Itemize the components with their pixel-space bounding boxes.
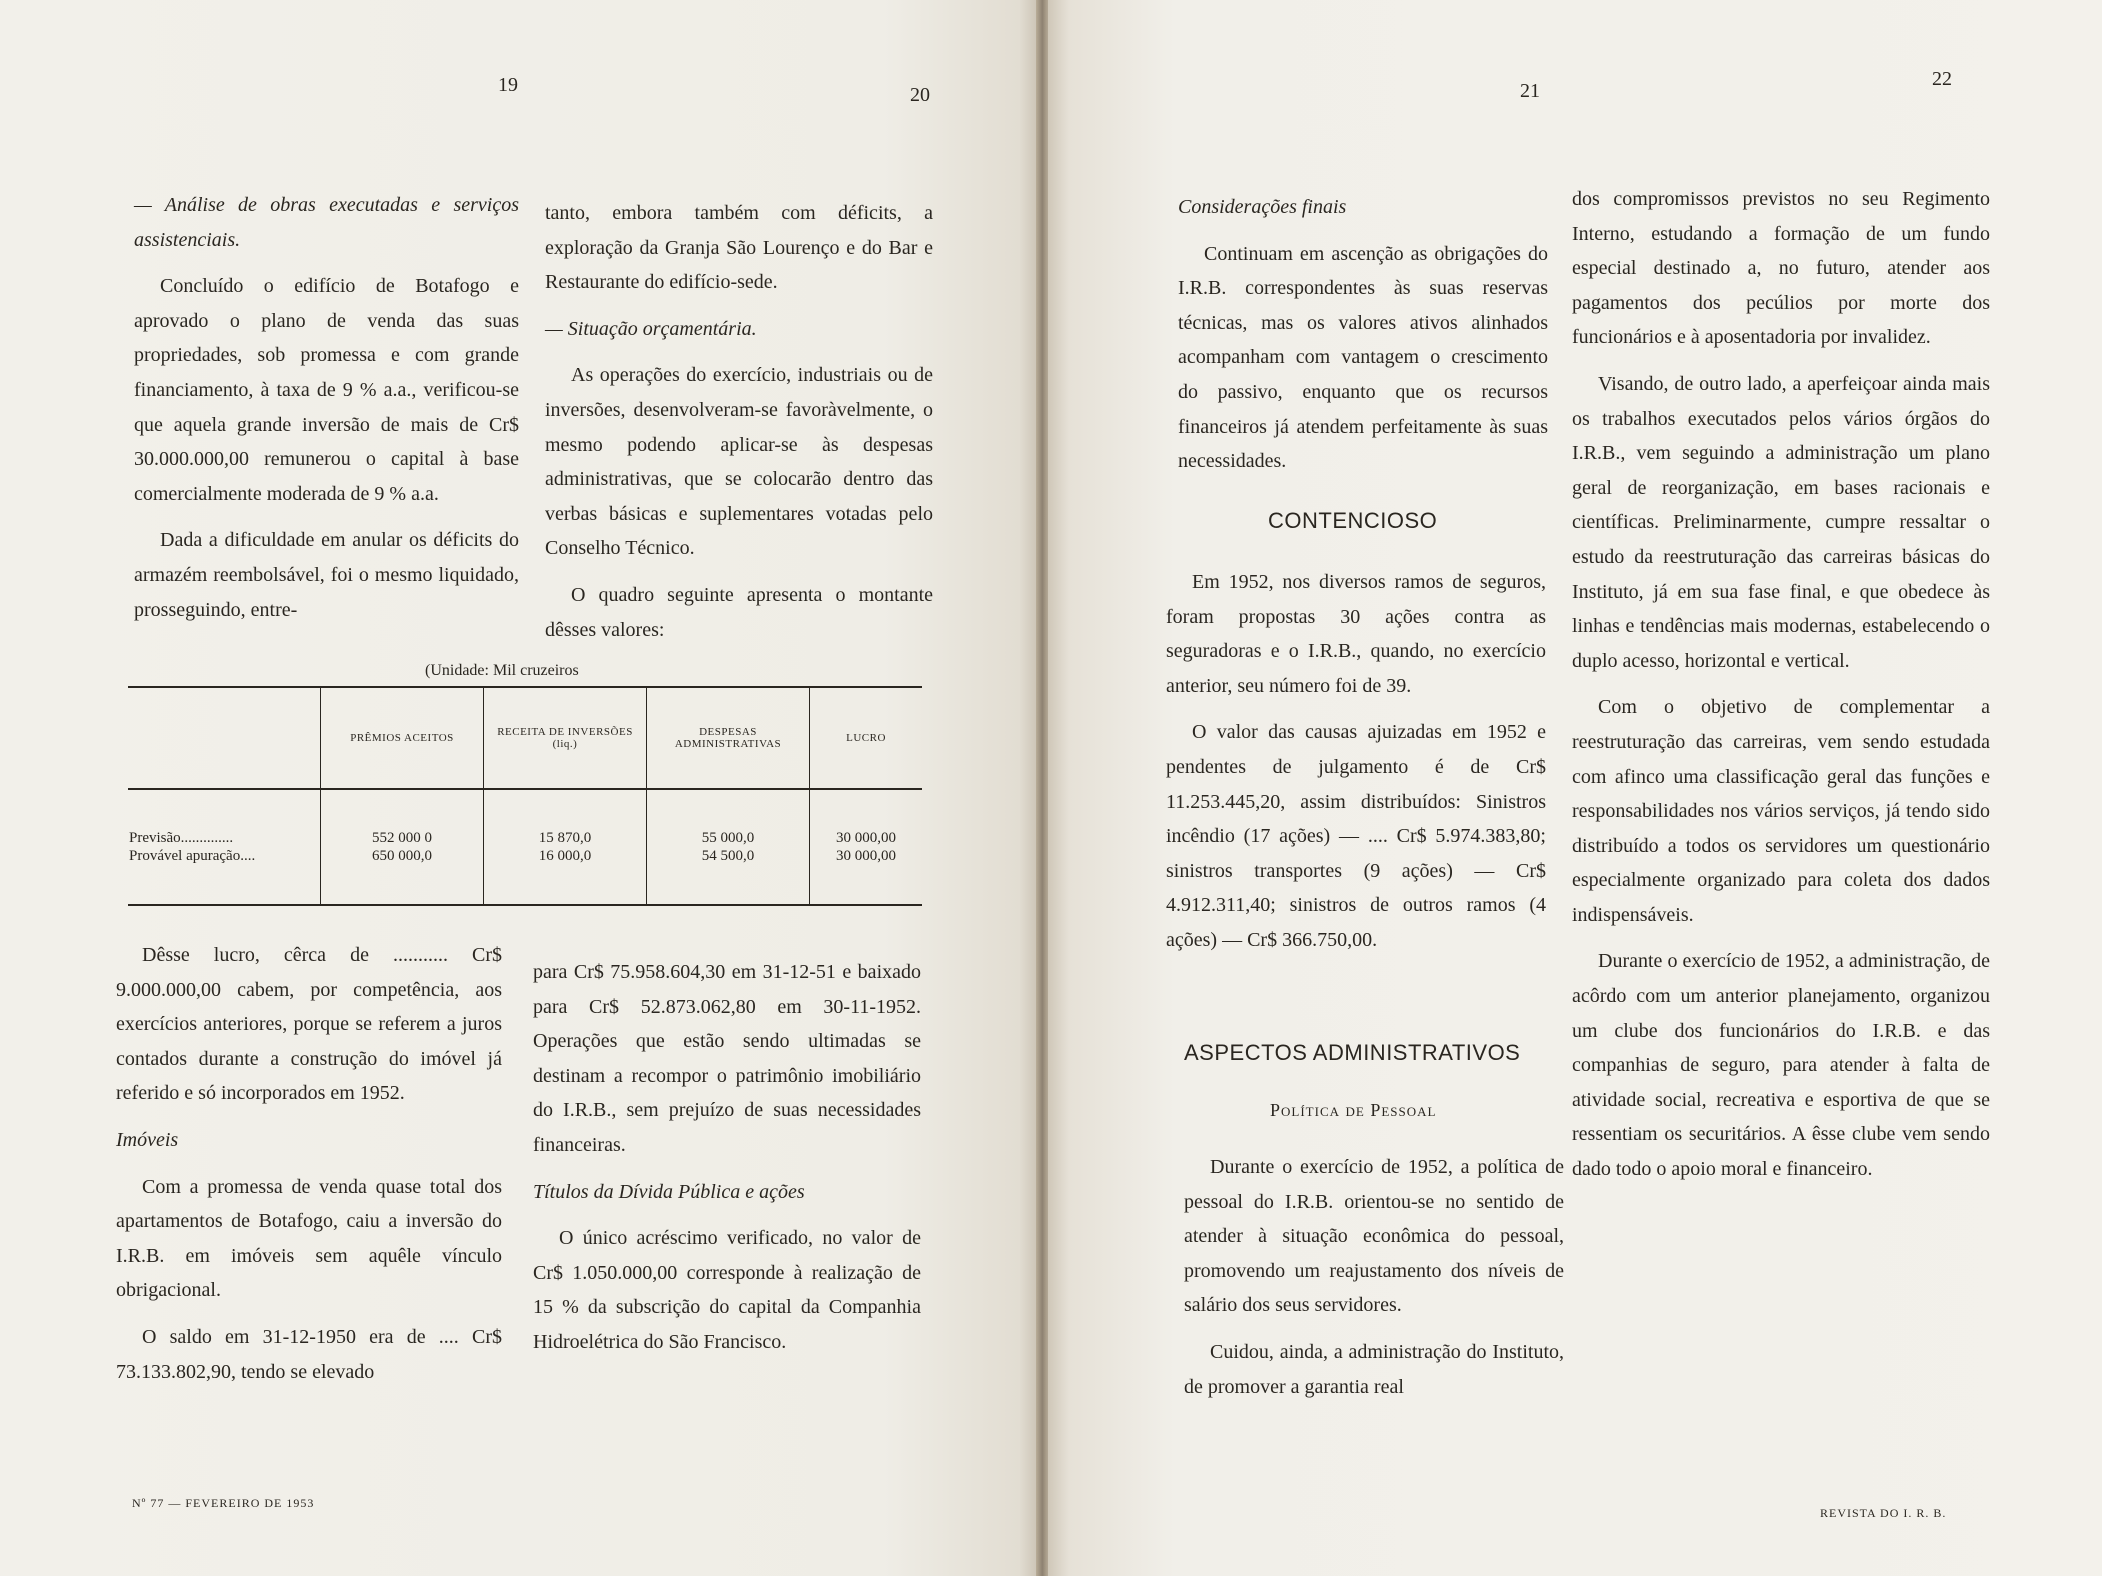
header-receita: RECEITA DE INVERSÕES (liq.) [484, 687, 647, 789]
left-column-1-top [134, 188, 519, 627]
section-subtitle: Imóveis [116, 1128, 179, 1151]
section-subtitle: — Análise de obras executadas e serviços assistenciais. [134, 194, 519, 251]
paragraph: Em 1952, nos diversos ramos de seguros, foram propostas 30 ações contra as seguradoras e o I.R.B., quando, no exercício anterior, seu número foi de 39. [1166, 571, 1546, 697]
lucro-previsao: 30 000,00 [836, 830, 896, 846]
header-premios: PRÊMIOS ACEITOS [321, 687, 484, 789]
left-column-2-top [545, 196, 933, 647]
paragraph: O saldo em 31-12-1950 era de .... Cr$ 73.133.802,90, tendo se elevado [116, 1325, 502, 1383]
right-column-1-block-3 [1184, 1150, 1564, 1404]
lucro-provavel: 30 000,00 [836, 848, 896, 864]
page-number-20: 20 [910, 84, 930, 106]
left-column-2-bottom [533, 955, 921, 1360]
cell-receita [484, 789, 647, 905]
paragraph: Com o objetivo de complementar a reestruturação das carreiras, vem sendo estudada com afinco uma classificação geral das funções e responsabilidades nos vários serviços, já tendo sido distribuído a todos os servidores um questionário especialmente organizado para coleta dos dados indispensáveis. [1572, 696, 1990, 926]
row-labels [128, 789, 321, 905]
right-column-1-block-1 [1178, 190, 1548, 479]
paragraph: para Cr$ 75.958.604,30 em 31-12-51 e baixado para Cr$ 52.873.062,80 em 30-11-1952. Operações que estão sendo ultimadas se destinam a recompor o patrimônio imobiliário do I.R.B., sem prejuízo de suas necessidades financeiras. [533, 961, 921, 1156]
premios-previsao: 552 000 0 [372, 830, 432, 846]
row-label-previsao: Previsão.............. [129, 830, 234, 846]
cell-lucro [810, 789, 923, 905]
header-despesas: DESPESAS ADMINISTRATIVAS [647, 687, 810, 789]
left-page [0, 0, 1040, 1576]
paragraph: Dêsse lucro, cêrca de ........... Cr$ 9.000.000,00 cabem, por competência, aos exercícios anteriores, porque se referem a juros contados durante a construção do imóvel já referido e só incorporados em 1952. [116, 944, 502, 1105]
heading-contencioso: CONTENCIOSO [1268, 508, 1438, 533]
table-unit-label: (Unidade: Mil cruzeiros [425, 662, 579, 679]
financial-table [128, 686, 922, 906]
receita-previsao: 15 870,0 [538, 830, 592, 846]
paragraph: O quadro seguinte apresenta o montante dêsses valores: [545, 583, 933, 641]
section-subtitle: — Situação orçamentária. [545, 317, 757, 340]
page-number-19: 19 [498, 74, 518, 96]
heading-aspectos-administrativos: ASPECTOS ADMINISTRATIVOS [1184, 1040, 1521, 1065]
right-column-1-block-2 [1166, 565, 1546, 958]
despesas-provavel: 54 500,0 [701, 848, 755, 864]
paragraph: Com a promessa de venda quase total dos apartamentos de Botafogo, caiu a inversão do I.R.B. em imóveis sem aquêle vínculo obrigacional. [116, 1175, 502, 1302]
subheading-politica-de-pessoal: Política de Pessoal [1270, 1100, 1437, 1120]
cell-despesas [647, 789, 810, 905]
left-column-1-bottom [116, 938, 502, 1389]
header-label [128, 687, 321, 789]
right-column-2 [1572, 182, 1990, 1187]
paragraph: O único acréscimo verificado, no valor de Cr$ 1.050.000,00 corresponde à realização de 15 % da subscrição do capital da Companhia Hidroelétrica do São Francisco. [533, 1227, 921, 1353]
table-row [128, 789, 922, 905]
despesas-previsao: 55 000,0 [701, 830, 755, 846]
page-number-21: 21 [1520, 80, 1540, 102]
receita-provavel: 16 000,0 [538, 848, 592, 864]
right-footer: REVISTA DO I. R. B. [1820, 1506, 1947, 1520]
paragraph: Durante o exercício de 1952, a administração, de acôrdo com um anterior planejamento, organizou um clube dos funcionários do I.R.B. e das companhias de seguro, para atender à falta de atividade social, recreativa e esportiva de que se ressentiam os securitários. A êsse clube vem sendo dado todo o apoio moral e financeiro. [1572, 950, 1990, 1181]
table-header-row [128, 687, 922, 789]
section-subtitle: Considerações finais [1178, 196, 1347, 218]
paragraph: Durante o exercício de 1952, a política de pessoal do I.R.B. orientou-se no sentido de atender à situação econômica do pessoal, promovendo um reajustamento dos níveis de salário dos seus servidores. [1184, 1156, 1564, 1317]
paragraph: dos compromissos previstos no seu Regimento Interno, estudando a formação de um fundo especial destinado a, no futuro, atender aos pagamentos dos pecúlios por morte dos funcionários e à aposentadoria por invalidez. [1572, 188, 1990, 349]
row-label-provavel: Provável apuração.... [129, 848, 256, 864]
paragraph: Cuidou, ainda, a administração do Instituto, de promover a garantia real [1184, 1340, 1564, 1398]
cell-premios [321, 789, 484, 905]
page-number-22: 22 [1932, 68, 1952, 90]
right-page [1048, 0, 2102, 1576]
paragraph: Concluído o edifício de Botafogo e aprovado o plano de venda das suas propriedades, sob promessa e com grande financiamento, à taxa de 9 % a.a., verificou-se que aquela grande inversão de mais de Cr$ 30.000.000,00 remunerou o capital à base comercialmente moderada de 9 % a.a. [134, 275, 519, 505]
paragraph: Continuam em ascenção as obrigações do I.R.B. correspondentes às suas reservas técnicas, mas os valores ativos alinhados acompanham com vantagem o crescimento do passivo, enquanto que os recursos financeiros já atendem perfeitamente às suas necessidades. [1178, 242, 1548, 473]
left-footer: Nº 77 — FEVEREIRO DE 1953 [132, 1496, 315, 1510]
premios-provavel: 650 000,0 [372, 848, 432, 864]
paragraph: Visando, de outro lado, a aperfeiçoar ainda mais os trabalhos executados pelos vários órgãos do I.R.B., vem seguindo a administração um plano geral de reorganização, em bases racionais e científicas. Preliminarmente, cumpre ressaltar o estudo da reestruturação das carreiras básicas do Instituto, já em sua fase final, e que obedece às linhas e tendências mais modernas, estabelecendo o duplo acesso, horizontal e vertical. [1572, 372, 1990, 672]
paragraph: As operações do exercício, industriais ou de inversões, desenvolveram-se favoràvelmente, o mesmo podendo aplicar-se às despesas administrativas, que se colocarão dentro das verbas básicas e suplementares votadas pelo Conselho Técnico. [545, 364, 933, 560]
paragraph: tanto, embora também com déficits, a exploração da Granja São Lourenço e do Bar e Restaurante do edifício-sede. [545, 202, 933, 294]
header-lucro: LUCRO [810, 687, 923, 789]
paragraph: O valor das causas ajuizadas em 1952 e pendentes de julgamento é de Cr$ 11.253.445,20, assim distribuídos: Sinistros incêndio (17 ações) — .... Cr$ 5.974.383,80; sinistros transportes (9 ações) — Cr$ 4.912.311,40; sinistros de outros ramos (4 ações) — Cr$ 366.750,00. [1166, 721, 1546, 951]
section-subtitle: Títulos da Dívida Pública e ações [533, 1180, 805, 1203]
paragraph: Dada a dificuldade em anular os déficits do armazém reembolsável, foi o mesmo liquidado, prosseguindo, entre- [134, 529, 519, 621]
